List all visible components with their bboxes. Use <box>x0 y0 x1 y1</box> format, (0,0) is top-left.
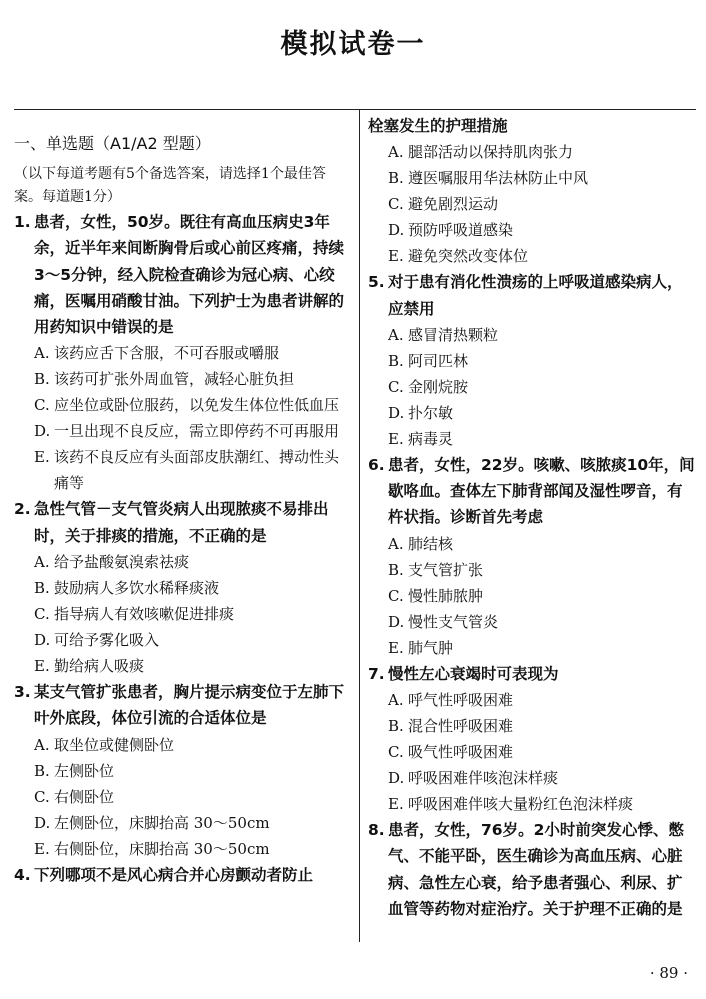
option-a[interactable]: A. 该药应舌下含服，不可吞服或嚼服 <box>34 344 280 363</box>
option-b[interactable]: B. 鼓励病人多饮水稀释痰液 <box>34 579 220 598</box>
option-e[interactable]: E. 该药不良反应有头面部皮肤潮红、搏动性头痛等 <box>34 448 340 493</box>
option-b[interactable]: B. 混合性呼吸困难 <box>388 717 514 736</box>
question-8 <box>368 817 696 922</box>
column-divider <box>359 110 360 942</box>
option-c[interactable]: C. 避免剧烈运动 <box>388 195 499 214</box>
section-heading: 一、单选题（A1/A2 型题） <box>14 134 211 153</box>
question-stem: 某支气管扩张患者，胸片提示病变位于左肺下叶外底段，体位引流的合适体位是 <box>34 683 345 728</box>
section-instructions: （以下每道考题有5个备选答案，请选择1个最佳答案。每道题1分） <box>14 166 326 205</box>
option-d[interactable]: D. 预防呼吸道感染 <box>388 221 514 240</box>
option-e[interactable]: E. 呼吸困难伴咳大量粉红色泡沫样痰 <box>388 795 634 814</box>
question-stem: 下列哪项不是风心病合并心房颤动者防止 <box>34 865 314 884</box>
question-stem: 慢性左心衰竭时可表现为 <box>388 664 559 683</box>
option-b[interactable]: B. 遵医嘱服用华法林防止中风 <box>388 169 589 188</box>
option-a[interactable]: A. 给予盐酸氨溴索祛痰 <box>34 553 190 572</box>
option-c[interactable]: C. 金刚烷胺 <box>388 377 469 396</box>
left-column <box>14 113 352 888</box>
question-number: 3. <box>14 683 31 702</box>
option-c[interactable]: C. 慢性肺脓肿 <box>388 586 484 605</box>
question-3 <box>14 679 352 862</box>
question-stem: 对于患有消化性溃疡的上呼吸道感染病人，应禁用 <box>388 273 683 318</box>
option-e[interactable]: E. 勤给病人吸痰 <box>34 657 145 676</box>
question-2 <box>14 496 352 679</box>
option-a[interactable]: A. 肺结核 <box>388 534 454 553</box>
question-6 <box>368 452 696 661</box>
option-e[interactable]: E. 避免突然改变体位 <box>388 247 529 266</box>
question-7 <box>368 661 696 817</box>
page-title: 模拟试卷一 <box>280 29 426 60</box>
question-stem: 患者，女性，50岁。既往有高血压病史3年余，近半年来间断胸骨后或心前区疼痛，持续3～5分钟，经入院检查确诊为冠心病、心绞痛，医嘱用硝酸甘油。下列护士为患者讲解的用药知识中错误的是 <box>34 213 345 337</box>
question-stem: 患者，女性，76岁。2小时前突发心悸、憋气、不能平卧，医生确诊为高血压病、心脏病、急性左心衰，给予患者强心、利尿、扩血管等药物对症治疗。关于护理不正确的是 <box>388 821 684 918</box>
option-d[interactable]: D. 呼吸困难伴咳泡沫样痰 <box>388 769 559 788</box>
question-number: 7. <box>368 664 385 683</box>
option-a[interactable]: A. 感冒清热颗粒 <box>388 325 499 344</box>
option-d[interactable]: D. 慢性支气管炎 <box>388 612 499 631</box>
option-c[interactable]: C. 吸气性呼吸困难 <box>388 743 514 762</box>
option-c[interactable]: C. 右侧卧位 <box>34 787 115 806</box>
option-b[interactable]: B. 支气管扩张 <box>388 560 484 579</box>
question-number: 6. <box>368 455 385 474</box>
question-number: 4. <box>14 865 31 884</box>
option-d[interactable]: D. 扑尔敏 <box>388 403 454 422</box>
option-e[interactable]: E. 右侧卧位，床脚抬高 30～50cm <box>34 839 270 858</box>
option-b[interactable]: B. 阿司匹林 <box>388 351 469 370</box>
option-e[interactable]: E. 肺气肿 <box>388 638 454 657</box>
option-d[interactable]: D. 一旦出现不良反应，需立即停药不可再服用 <box>34 422 340 441</box>
question-4 <box>14 862 352 888</box>
option-c[interactable]: C. 指导病人有效咳嗽促进排痰 <box>34 605 235 624</box>
option-d[interactable]: D. 可给予雾化吸入 <box>34 631 160 650</box>
question-number: 2. <box>14 500 31 519</box>
option-c[interactable]: C. 应坐位或卧位服药，以免发生体位性低血压 <box>34 396 340 415</box>
question-4-continued <box>368 113 696 269</box>
option-a[interactable]: A. 腿部活动以保持肌肉张力 <box>388 143 574 162</box>
right-column <box>368 113 696 922</box>
question-stem: 急性气管－支气管炎病人出现脓痰不易排出时，关于排痰的措施，不正确的是 <box>34 500 329 545</box>
option-d[interactable]: D. 左侧卧位，床脚抬高 30～50cm <box>34 813 270 832</box>
question-number: 8. <box>368 821 385 840</box>
question-number: 5. <box>368 273 385 292</box>
option-b[interactable]: B. 左侧卧位 <box>34 761 115 780</box>
option-a[interactable]: A. 取坐位或健侧卧位 <box>34 735 175 754</box>
option-a[interactable]: A. 呼气性呼吸困难 <box>388 691 514 710</box>
question-stem-continued: 栓塞发生的护理措施 <box>368 117 508 135</box>
question-1 <box>14 209 352 496</box>
option-b[interactable]: B. 该药可扩张外周血管，减轻心脏负担 <box>34 370 295 389</box>
header-rule <box>14 109 696 110</box>
option-e[interactable]: E. 病毒灵 <box>388 429 454 448</box>
question-5 <box>368 269 696 452</box>
question-stem: 患者，女性，22岁。咳嗽、咳脓痰10年，间歇咯血。查体左下肺背部闻及湿性啰音，有杵状指。诊断首先考虑 <box>388 455 695 527</box>
page-number: · 89 · <box>649 964 688 982</box>
question-number: 1. <box>14 213 31 231</box>
